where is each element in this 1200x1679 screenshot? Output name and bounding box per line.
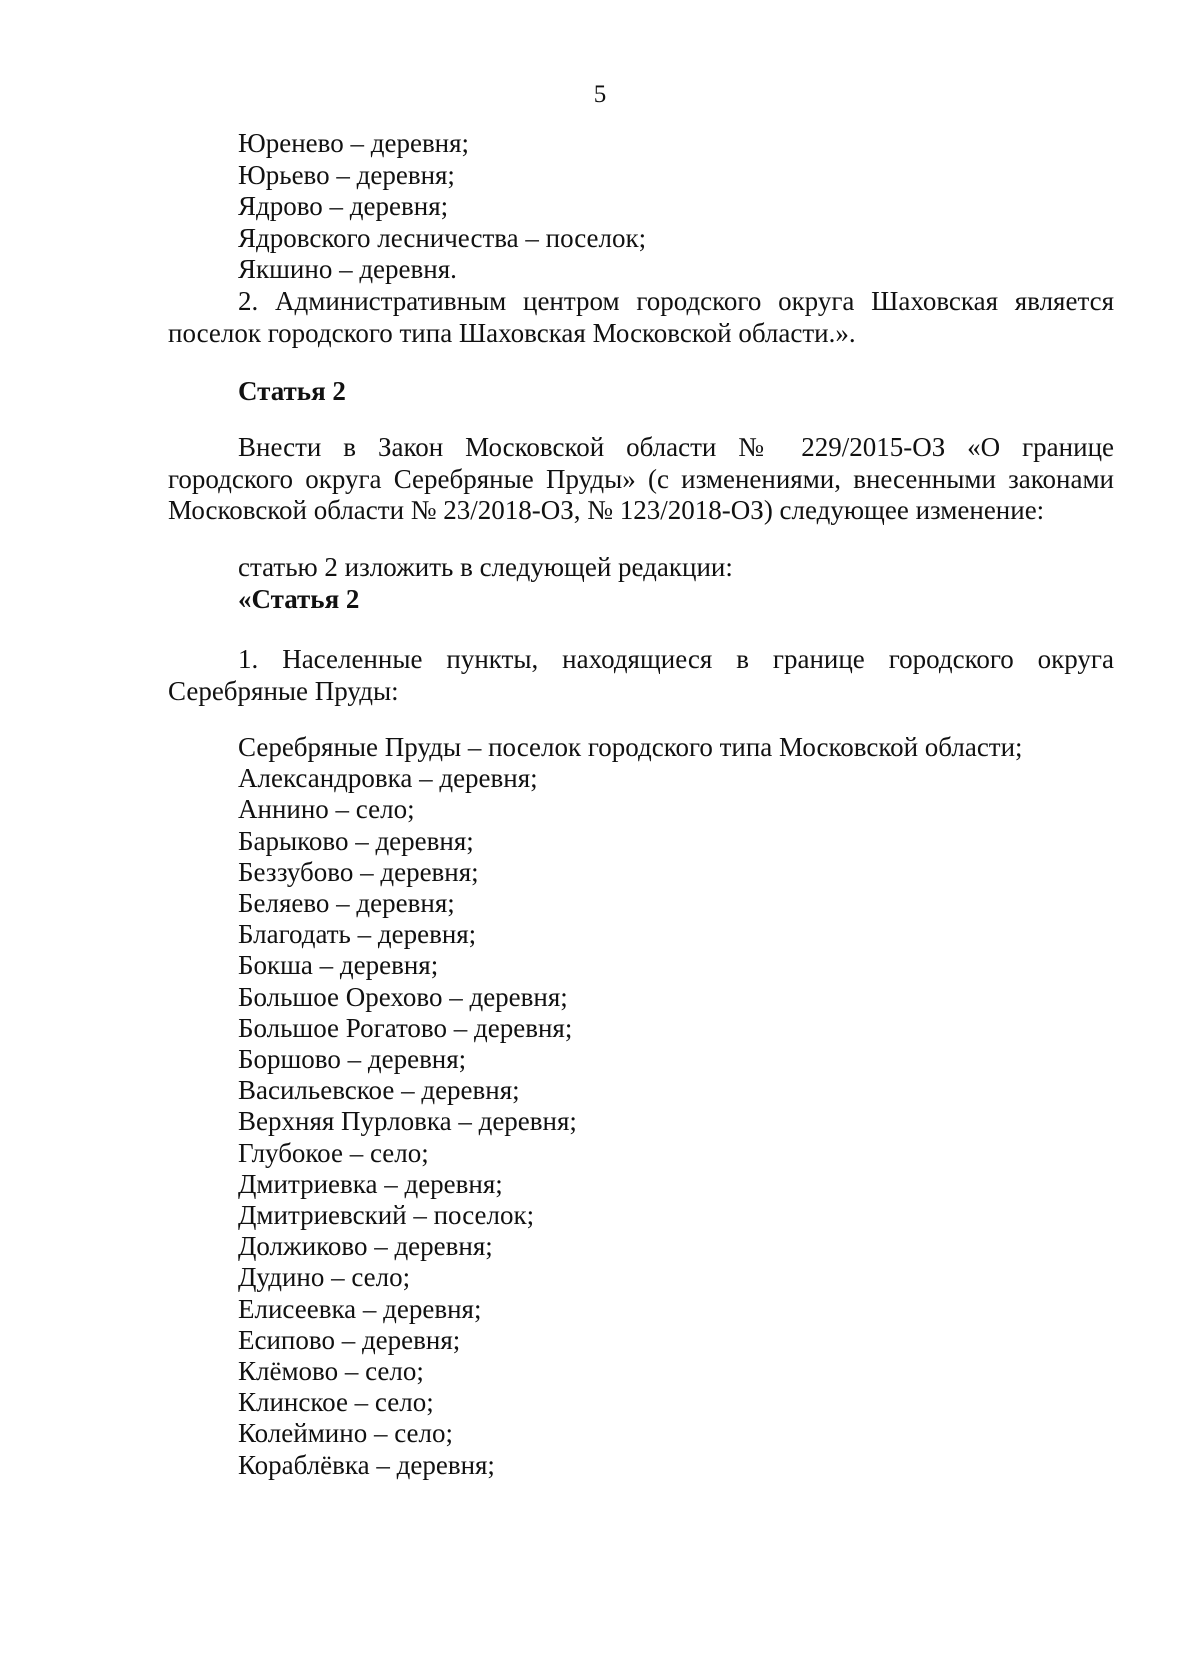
list-item: Дудино – село; [238, 1262, 411, 1293]
administrative-center-paragraph [168, 286, 1114, 349]
list-item: Ядровского лесничества – поселок; [238, 222, 647, 253]
list-item: Кораблёвка – деревня; [238, 1449, 495, 1480]
settlements-paragraph [168, 644, 1114, 707]
list-item: Барыково – деревня; [238, 825, 474, 856]
instruction-text: статью 2 изложить в следующей редакции: [238, 552, 733, 582]
article-title: Статья 2 [238, 376, 346, 406]
list-item: Глубокое – село; [238, 1137, 429, 1168]
list-item: Должиково – деревня; [238, 1231, 493, 1262]
list-item: Васильевское – деревня; [238, 1075, 520, 1106]
paragraph-line: 1. Населенные пункты, находящиеся в границе городского округа [238, 644, 1114, 674]
page-number: 5 [593, 81, 607, 108]
paragraph-line: городского округа Серебряные Пруды» (с изменениями, внесенными законами [168, 463, 1114, 494]
article-heading [168, 376, 1114, 408]
list-item: Беляево – деревня; [238, 888, 455, 919]
list-item: Серебряные Пруды – поселок городского типа Московской области; [238, 732, 1023, 762]
list-item: Якшино – деревня. [238, 254, 457, 285]
list-item: Аннино – село; [238, 794, 415, 825]
list-item: Юренево – деревня; [238, 128, 470, 158]
top-settlement-list [168, 128, 1114, 286]
list-item: Верхняя Пурловка – деревня; [238, 1106, 577, 1137]
list-item: Дмитриевка – деревня; [238, 1168, 503, 1199]
settlement-list [168, 732, 1114, 1481]
list-item: Колеймино – село; [238, 1418, 453, 1449]
paragraph-line: поселок городского типа Шаховская Московской области.». [168, 317, 856, 348]
paragraph-line: Серебряные Пруды: [168, 675, 399, 706]
paragraph-line: Внести в Закон Московской области № 229/2015-ОЗ «О границе [238, 432, 1114, 462]
quoted-article-title: «Статья 2 [238, 583, 360, 614]
list-item: Благодать – деревня; [238, 919, 477, 950]
paragraph-line: Московской области № 23/2018-ОЗ, № 123/2018-ОЗ) следующее изменение: [168, 495, 1045, 526]
list-item: Боршово – деревня; [238, 1044, 467, 1075]
list-item: Дмитриевский – поселок; [238, 1200, 535, 1231]
list-item: Ядрово – деревня; [238, 191, 449, 222]
list-item: Большое Рогатово – деревня; [238, 1012, 573, 1043]
list-item: Александровка – деревня; [238, 763, 538, 794]
amendment-paragraph [168, 432, 1114, 527]
list-item: Клёмово – село; [238, 1356, 424, 1387]
list-item: Есипово – деревня; [238, 1324, 461, 1355]
paragraph-line: 2. Административным центром городского округа Шаховская является [238, 286, 1114, 316]
list-item: Большое Орехово – деревня; [238, 981, 568, 1012]
list-item: Клинское – село; [238, 1387, 434, 1418]
list-item: Юрьево – деревня; [238, 159, 455, 190]
list-item: Елисеевка – деревня; [238, 1293, 482, 1324]
list-item: Бокша – деревня; [238, 950, 439, 981]
instruction-block [168, 552, 1114, 615]
list-item: Беззубово – деревня; [238, 856, 479, 887]
